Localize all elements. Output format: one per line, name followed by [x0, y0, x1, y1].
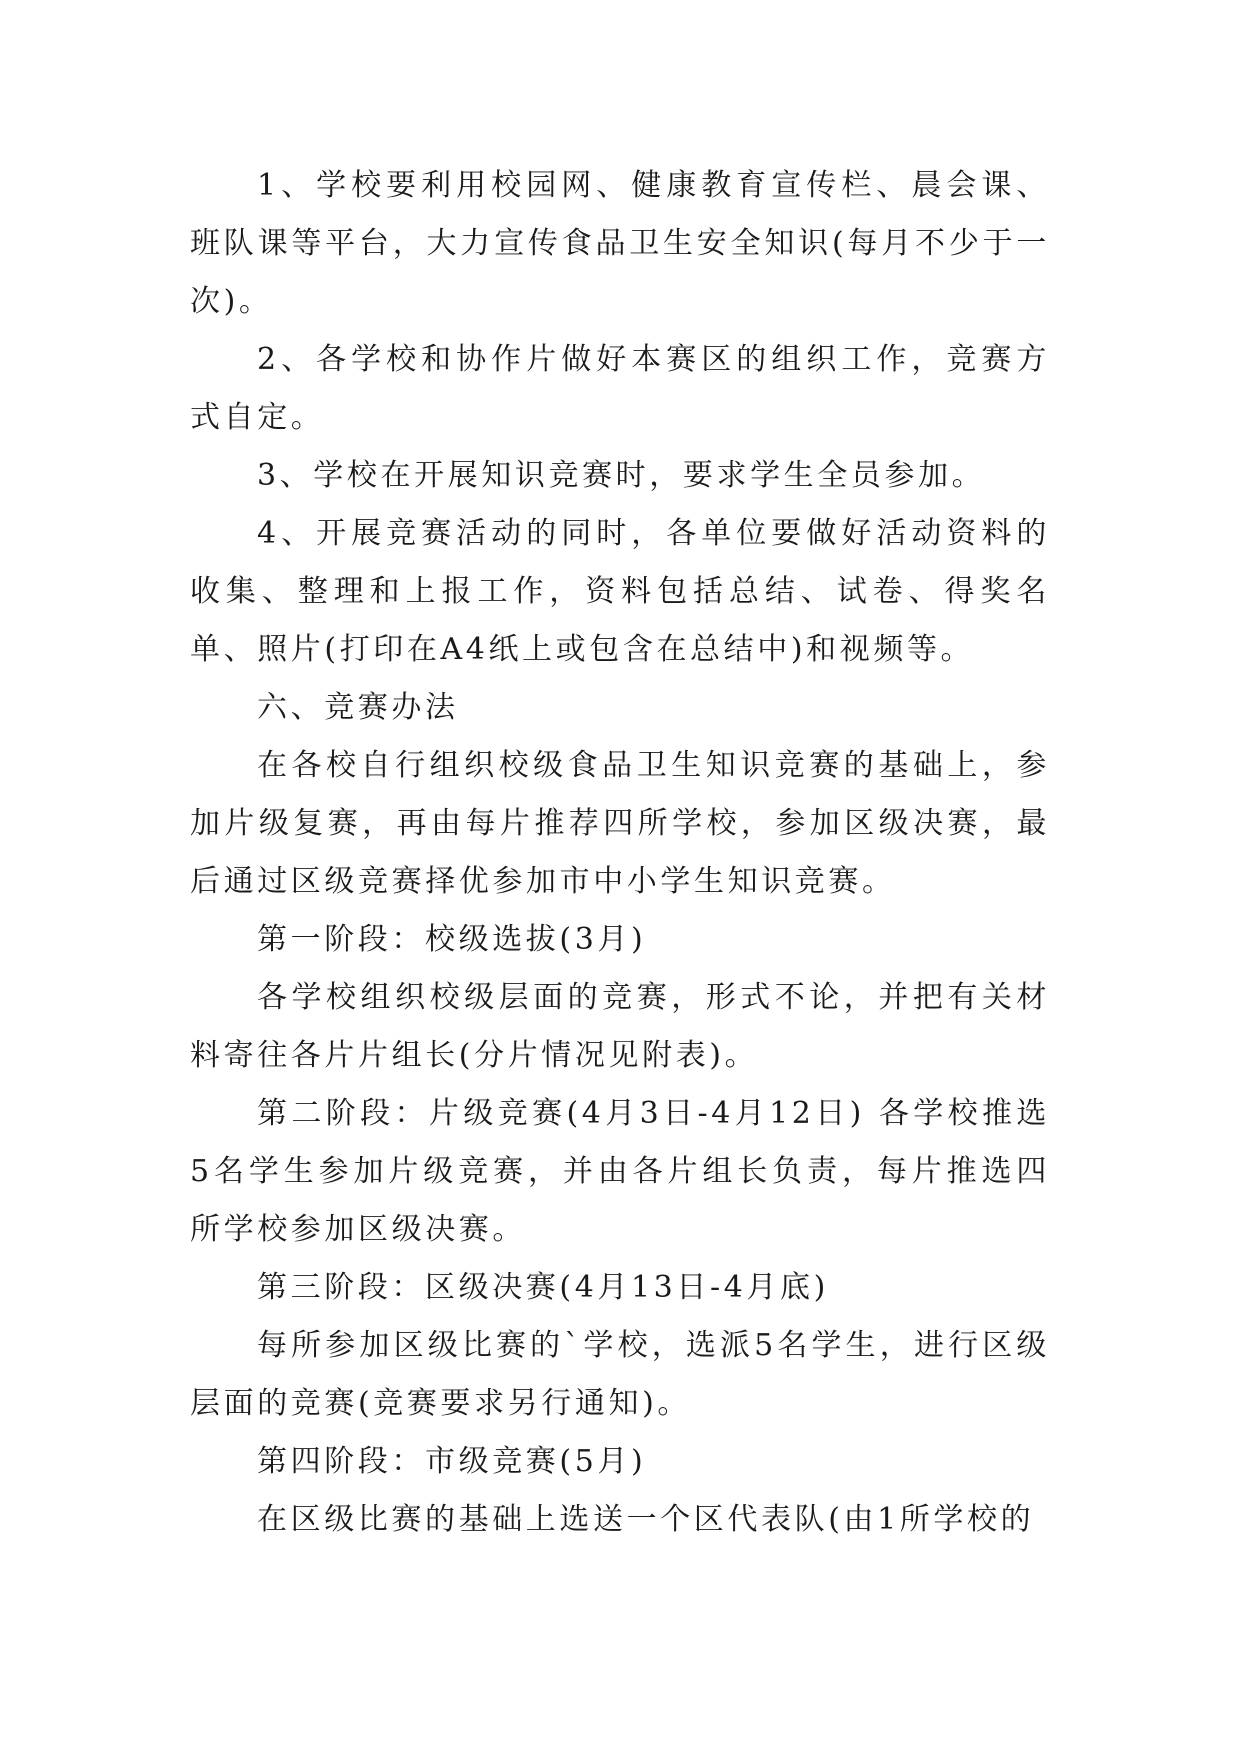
section-heading-competition-method: 六、竞赛办法	[257, 690, 459, 725]
stage-one-body: 各学校组织校级层面的竞赛，形式不论，并把有关材料寄往各片片组长(分片情况见附表)。	[190, 980, 1050, 1073]
stage-four-body: 在区级比赛的基础上选送一个区代表队(由1所学校的	[257, 1502, 1035, 1537]
paragraph-participation: 3、学校在开展知识竞赛时，要求学生全员参加。	[257, 458, 986, 493]
stage-three-body: 每所参加区级比赛的`学校，选派5名学生，进行区级层面的竞赛(竞赛要求另行通知)。	[190, 1328, 1050, 1421]
paragraph-competition-overview: 在各校自行组织校级食品卫生知识竞赛的基础上，参加片级复赛，再由每片推荐四所学校，参加区级决赛，最后通过区级竞赛择优参加市中小学生知识竞赛。	[190, 748, 1050, 899]
stage-two-paragraph: 第二阶段：片级竞赛(4月3日-4月12日) 各学校推选5名学生参加片级竞赛，并由各片组长负责，每片推选四所学校参加区级决赛。	[190, 1096, 1050, 1247]
paragraph-publicity: 1、学校要利用校园网、健康教育宣传栏、晨会课、班队课等平台，大力宣传食品卫生安全知识(每月不少于一次)。	[190, 168, 1050, 319]
paragraph-organization: 2、各学校和协作片做好本赛区的组织工作，竞赛方式自定。	[190, 342, 1050, 435]
document-body	[190, 157, 1050, 1549]
paragraph-materials: 4、开展竞赛活动的同时，各单位要做好活动资料的收集、整理和上报工作，资料包括总结、试卷、得奖名单、照片(打印在A4纸上或包含在总结中)和视频等。	[190, 516, 1050, 667]
stage-one-heading: 第一阶段：校级选拔(3月)	[257, 922, 647, 957]
stage-four-heading: 第四阶段：市级竞赛(5月)	[257, 1444, 647, 1479]
stage-three-heading: 第三阶段：区级决赛(4月13日-4月底)	[257, 1270, 829, 1305]
